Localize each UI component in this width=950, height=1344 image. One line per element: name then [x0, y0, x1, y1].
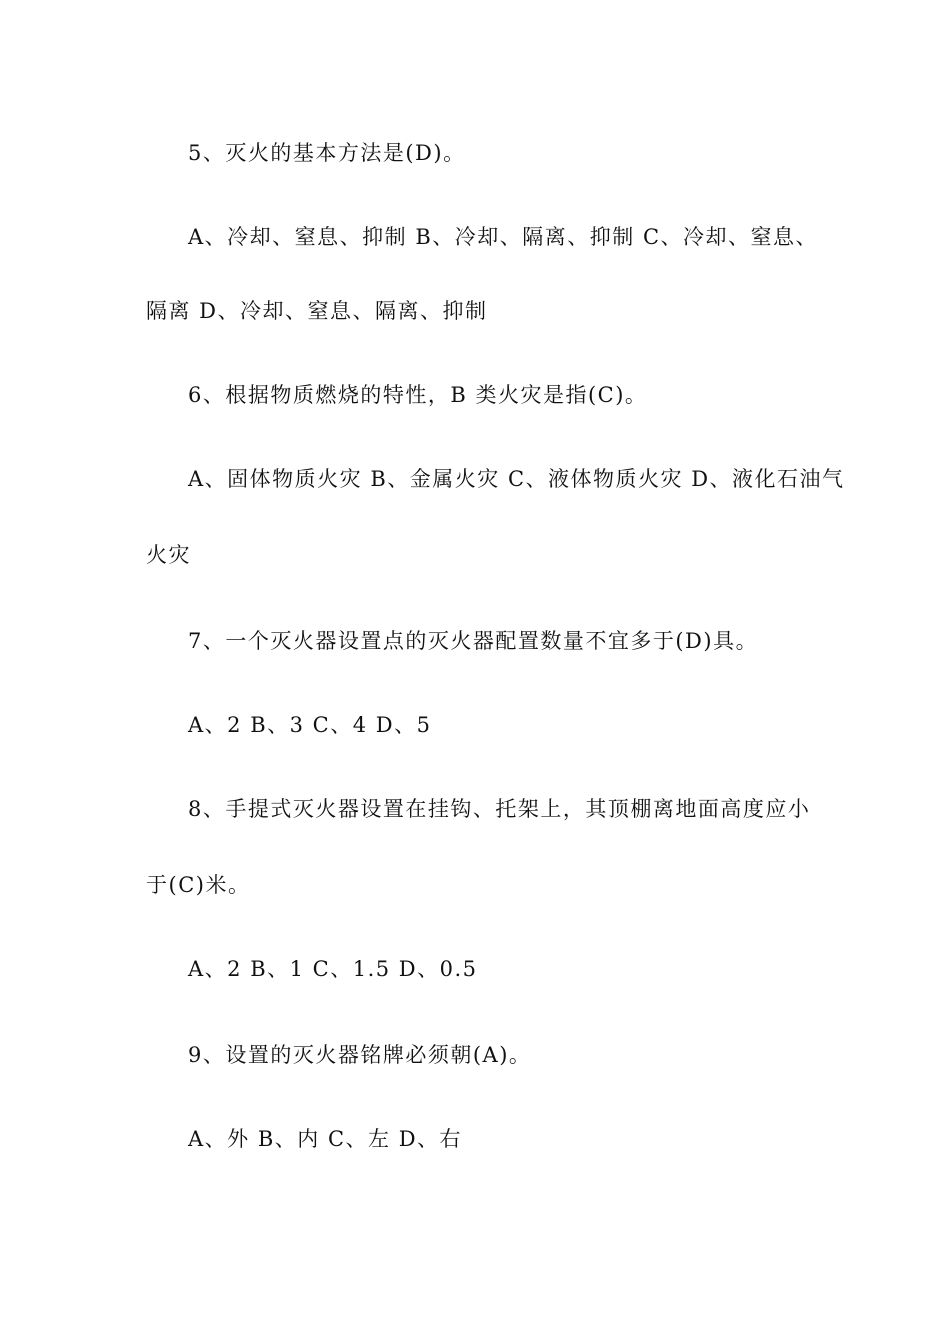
question-9-stem: 9、设置的灭火器铭牌必须朝(A)。 — [188, 1043, 532, 1067]
question-8-options: A、2 B、1 C、1.5 D、0.5 — [188, 957, 478, 981]
question-6-options-continued: 火灾 — [146, 543, 191, 567]
question-7-stem: 7、一个灭火器设置点的灭火器配置数量不宜多于(D)具。 — [188, 629, 759, 653]
question-5-options-continued: 隔离 D、冷却、窒息、隔离、抑制 — [146, 299, 488, 323]
question-6-options: A、固体物质火灾 B、金属火灾 C、液体物质火灾 D、液化石油气 — [188, 467, 845, 491]
question-7-options: A、2 B、3 C、4 D、5 — [188, 713, 432, 737]
question-6-stem: 6、根据物质燃烧的特性，B 类火灾是指(C)。 — [188, 383, 648, 407]
question-5-options: A、冷却、窒息、抑制 B、冷却、隔离、抑制 C、冷却、窒息、 — [188, 225, 819, 249]
question-8-stem: 8、手提式灭火器设置在挂钩、托架上，其顶棚离地面高度应小 — [188, 797, 811, 821]
question-8-stem-continued: 于(C)米。 — [146, 873, 251, 897]
question-9-options: A、外 B、内 C、左 D、右 — [188, 1127, 463, 1151]
question-5-stem: 5、灭火的基本方法是(D)。 — [188, 141, 466, 165]
